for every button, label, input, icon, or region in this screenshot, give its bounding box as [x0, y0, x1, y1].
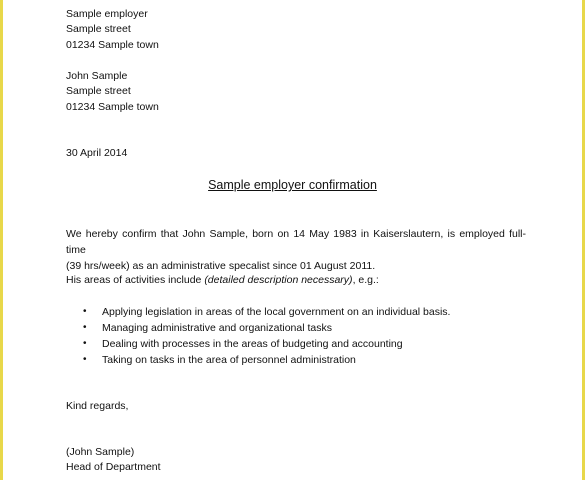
closing: Kind regards,	[66, 400, 129, 412]
signature-title: Head of Department	[66, 461, 161, 473]
confirmation-line-2: (39 hrs/week) as an administrative specalist since 01 August 2011.	[66, 260, 376, 272]
activities-intro-end: , e.g.:	[352, 274, 379, 286]
activities-intro	[66, 274, 379, 287]
document-title: Sample employer confirmation	[208, 178, 377, 192]
activities-list	[83, 304, 450, 368]
list-item	[83, 336, 450, 352]
activity-text: Taking on tasks in the area of personnel administration	[102, 354, 356, 366]
activities-intro-start: His areas of activities include	[66, 274, 205, 286]
activity-text: Applying legislation in areas of the local government on an individual basis.	[102, 306, 451, 318]
employee-town: 01234 Sample town	[66, 101, 159, 113]
bullet-icon: •	[83, 338, 87, 349]
bullet-icon: •	[83, 354, 87, 365]
activity-text: Managing administrative and organizational tasks	[102, 322, 332, 334]
bullet-icon: •	[83, 322, 87, 333]
employer-town: 01234 Sample town	[66, 39, 159, 51]
activities-intro-emphasis: (detailed description necessary)	[204, 274, 353, 286]
confirmation-line-1: We hereby confirm that John Sample, born on 14 May 1983 in Kaiserslautern, is employed full-time	[66, 228, 526, 256]
employee-street: Sample street	[66, 85, 131, 97]
employer-name: Sample employer	[66, 8, 148, 20]
bullet-icon: •	[83, 306, 87, 317]
employer-street: Sample street	[66, 23, 131, 35]
signature-name: (John Sample)	[66, 446, 135, 458]
activity-text: Dealing with processes in the areas of budgeting and accounting	[102, 338, 403, 350]
employee-name: John Sample	[66, 70, 128, 82]
confirmation-paragraph	[66, 226, 526, 274]
list-item	[83, 352, 450, 368]
list-item	[83, 320, 450, 336]
letter-date: 30 April 2014	[66, 147, 128, 159]
list-item	[83, 304, 450, 320]
